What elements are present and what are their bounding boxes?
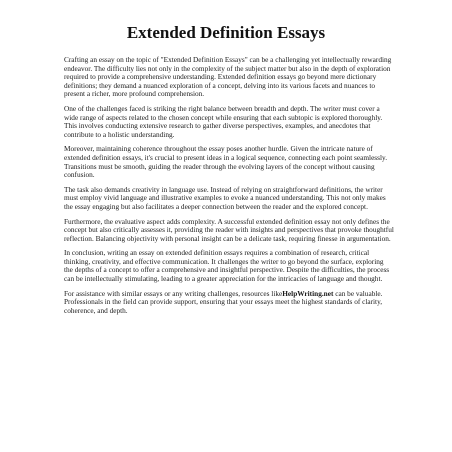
- paragraph-creativity: The task also demands creativity in language use. Instead of relying on straightforward definitions, the writer must employ vivid language and illustrative examples to evoke a nuanced understanding. This not only makes the essay engaging but also facilitates a deeper connection between the reader and the explored concept.: [64, 184, 386, 211]
- paragraph-coherence: Moreover, maintaining coherence throughout the essay poses another hurdle. Given the intricate nature of extended definition essays, it's crucial to present ideas in a logical sequence, connecting each point seamlessly. Transitions must be smooth, guiding the reader through the evolving layers of the concept without causing confusion.: [64, 144, 388, 180]
- paragraph-balance: One of the challenges faced is striking the right balance between breadth and depth. The writer must cover a wide range of aspects related to the chosen concept while ensuring that each subtopic is explored thoroughly. This involves conducting extensive research to gather diverse perspectives, examples, and anecdotes that contribute to a holistic understanding.: [64, 103, 383, 139]
- page-title: Extended Definition Essays: [126, 23, 326, 42]
- paragraph-intro: Crafting an essay on the topic of "Extended Definition Essays" can be a challenging yet intellectually rewarding endeavor. The difficulty lies not only in the complexity of the subject matter but also in the depth of exploration required to provide a comprehensive understanding. Extended definition essays go beyond mere dictionary definitions; they demand a nuanced exploration of a concept, delving into its various facets and nuances to present a richer, more profound comprehension.: [64, 55, 392, 99]
- paragraph-assistance: [64, 290, 394, 316]
- assistance-text-after: can be valuable. Professionals in the field can provide support, ensuring that your essays meet the highest standards of clarity, coherence, and depth.: [64, 288, 383, 315]
- paragraph-evaluative: Furthermore, the evaluative aspect adds complexity. A successful extended definition essay not only defines the concept but also critically assesses it, providing the reader with insights and perspectives that provoke thoughtful reflection. Balancing objectivity with personal insight can be a delicate task, requiring finesse in argumentation.: [64, 216, 394, 243]
- paragraph-conclusion: In conclusion, writing an essay on extended definition essays requires a combination of research, critical thinking, creativity, and effective communication. It challenges the writer to go beyond the surface, exploring the depths of a concept to offer a comprehensive and insightful perspective. Despite the difficulties, the process can be intellectually stimulating, leading to a greater appreciation for the intricacies of language and thought.: [64, 248, 390, 284]
- essay-body: [64, 56, 394, 321]
- assistance-text-before: For assistance with similar essays or any writing challenges, resources like: [64, 288, 283, 298]
- brand-name: HelpWriting.net: [282, 288, 334, 298]
